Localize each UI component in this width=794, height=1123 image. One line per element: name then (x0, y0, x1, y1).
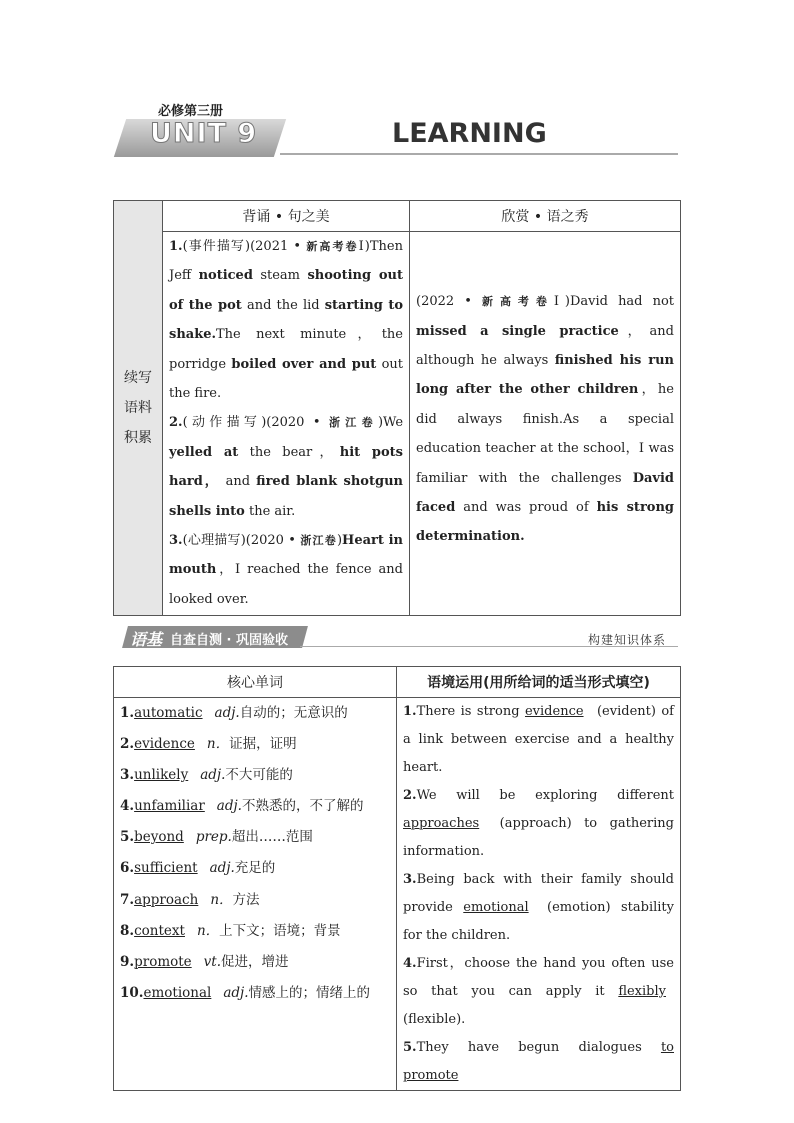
passage-source-end: Ⅰ) (553, 294, 570, 310)
passage-segment: finished his run long after the other children (416, 352, 674, 398)
word-number: 1. (120, 705, 135, 721)
banner-right-label: 构建知识体系 (588, 633, 667, 647)
sentence-number: 2. (403, 788, 417, 803)
word-number: 8. (120, 922, 135, 939)
item-number: 3. (169, 533, 183, 549)
word-entry (120, 947, 390, 978)
passage-segment: his strong determination. (416, 500, 675, 545)
item-text-segment: Heart in mouth (169, 533, 403, 578)
sentence-before: There is strong (416, 704, 525, 719)
word-answer: promote (134, 953, 192, 970)
word-meaning: 情感上的；情绪上的 (248, 984, 371, 1001)
word-pos: n． (206, 736, 230, 753)
word-entry (120, 916, 390, 947)
item-source-end: ) (336, 533, 343, 549)
word-answer: emotional (143, 984, 212, 1001)
header-divider (280, 153, 678, 155)
appreciate-header: 欣赏 • 语之秀 (410, 201, 681, 232)
writing-item (169, 232, 403, 408)
context-header: 语境运用(用所给词的适当形式填空) (397, 667, 681, 698)
word-pos: adj. (216, 798, 242, 815)
item-source: 新高考卷 (306, 240, 359, 253)
context-sentence (403, 950, 674, 1034)
side-label (114, 201, 163, 616)
sentence-after: (flexible). (403, 1012, 466, 1027)
item-text-segment: the bear， (238, 444, 340, 460)
sentence-number: 3. (403, 872, 417, 887)
item-text-segment: shooting out of the pot (169, 268, 403, 313)
word-meaning: 证据，证明 (229, 736, 297, 753)
word-answer: context (134, 922, 185, 939)
word-entry (120, 698, 390, 729)
sentence-list (403, 698, 674, 1090)
item-text-segment: out the fire. (169, 356, 403, 402)
item-year: (2020 • (266, 415, 329, 431)
sentence-after: (approach) to gathering information. (403, 816, 674, 859)
item-source: 浙江卷 (300, 534, 337, 548)
word-answer: unlikely (134, 767, 189, 784)
item-category: (心理描写) (182, 533, 246, 549)
item-text-segment: The next minute，the porridge (169, 327, 403, 372)
item-text-segment: and the lid (241, 297, 325, 313)
sentence-answer: evidence (524, 704, 584, 719)
item-text-segment: and (219, 474, 257, 490)
sentence-answer: flexibly (618, 984, 666, 999)
word-number: 3. (120, 767, 135, 784)
word-answer: beyond (134, 829, 184, 846)
item-number: 1. (169, 239, 183, 254)
word-answer: evidence (134, 736, 195, 753)
banner-tag: 语基 (130, 630, 163, 649)
writing-item (169, 408, 403, 526)
item-year: (2020 • (245, 533, 301, 549)
word-pos: adj. (209, 860, 235, 877)
word-number: 5. (120, 829, 135, 846)
sentence-before: Being back with their family should provide (403, 872, 674, 915)
item-text-segment: yelled at (169, 444, 239, 460)
word-number: 4. (120, 798, 135, 815)
word-number: 6. (120, 860, 135, 877)
vocab-table (113, 666, 681, 1091)
item-text-segment: ，I reached the fence and looked over. (169, 562, 403, 607)
recite-header: 背诵 • 句之美 (163, 201, 410, 232)
item-text-segment: the air. (244, 503, 296, 519)
item-year: (2021 • (250, 239, 307, 254)
recite-items (169, 232, 403, 614)
words-cell (114, 698, 397, 1091)
sentence-number: 4. (403, 956, 417, 971)
passage-segment: ，and although he always (416, 323, 675, 368)
word-meaning: 方法 (232, 891, 260, 908)
word-entry (120, 853, 390, 884)
appreciate-passage (416, 287, 674, 552)
side-label-line: 积累 (124, 430, 152, 446)
word-meaning: 不大可能的 (225, 767, 293, 784)
passage-segment: David faced (416, 470, 674, 516)
unit-title: LEARNING (392, 118, 547, 149)
item-text-segment: hit pots hard， (169, 444, 403, 490)
passage-segment: missed a single practice (416, 323, 619, 339)
sentence-after: (evident) of a link between exercise and a healthy heart. (403, 704, 674, 775)
word-entry (120, 822, 390, 853)
writing-item (169, 526, 403, 614)
sentence-number: 1. (403, 704, 417, 719)
passage-segment: David had not (569, 294, 675, 310)
word-pos: n． (196, 922, 220, 939)
book-label: 必修第三册 (158, 104, 224, 119)
word-number: 2. (120, 736, 135, 753)
recite-cell (163, 232, 410, 616)
item-source: 浙江卷 (329, 416, 378, 430)
unit-number: UNIT 9 (150, 118, 258, 149)
word-pos: vt. (203, 953, 222, 970)
item-source-end: Ⅰ) (358, 239, 370, 254)
context-sentence (403, 782, 674, 866)
word-pos: n． (210, 891, 233, 908)
sentence-number: 5. (403, 1040, 417, 1055)
banner-title: 自查自测 · 巩固验收 (170, 633, 288, 648)
side-label-line: 语料 (124, 400, 152, 416)
item-text-segment: starting to shake. (169, 297, 403, 343)
context-sentence (403, 1034, 674, 1090)
word-meaning: 超出……范围 (231, 829, 313, 846)
item-number: 2. (169, 415, 183, 431)
word-entry (120, 729, 390, 760)
sentence-answer: approaches (403, 816, 480, 831)
item-category: (动作描写) (182, 415, 267, 431)
word-answer: unfamiliar (134, 798, 205, 815)
item-text-segment: boiled over and put (231, 356, 377, 372)
word-entry (120, 791, 390, 822)
passage-segment: and was proud of (455, 500, 597, 516)
word-entry (120, 978, 390, 1009)
context-sentence (403, 866, 674, 950)
word-list (120, 698, 390, 1009)
word-meaning: 充足的 (234, 860, 276, 877)
sentence-before: We will be exploring different (416, 788, 674, 803)
passage-source: 新高考卷 (482, 295, 554, 309)
word-meaning: 促进，增进 (221, 953, 289, 970)
word-pos: adj. (200, 767, 226, 784)
item-source-end: ) (377, 415, 384, 431)
word-answer: automatic (134, 705, 203, 721)
sentences-cell (397, 698, 681, 1091)
sentence-before: They have begun dialogues (416, 1040, 661, 1055)
item-text-segment: fired blank shotgun shells into (169, 474, 403, 519)
sentence-answer: emotional (463, 900, 529, 915)
word-pos: adj. (214, 705, 240, 721)
writing-corpus-table (113, 200, 681, 616)
passage-segment: ，he did always finish.As a special education teacher at the school，I was familiar with the challenges (416, 382, 674, 486)
core-words-header: 核心单词 (114, 667, 397, 698)
word-meaning: 不熟悉的，不了解的 (241, 798, 364, 815)
side-label-line: 续写 (124, 370, 152, 386)
appreciate-cell (410, 232, 681, 616)
item-text-segment: Then Jeff (169, 239, 403, 284)
sentence-answer: to promote (403, 1040, 674, 1083)
word-answer: sufficient (134, 860, 198, 877)
word-answer: approach (134, 891, 199, 908)
item-category: (事件描写) (182, 239, 251, 254)
word-meaning: 上下文；语境；背景 (219, 922, 341, 939)
word-meaning: 自动的；无意识的 (239, 705, 348, 721)
item-text-segment: noticed (198, 268, 253, 284)
word-number: 7. (120, 891, 135, 908)
passage-year: (2022 • (416, 294, 482, 310)
item-text-segment: steam (252, 268, 308, 284)
word-number: 10. (120, 984, 144, 1001)
word-entry (120, 760, 390, 791)
word-pos: prep. (195, 829, 232, 846)
context-sentence (403, 698, 674, 782)
item-text-segment: We (383, 415, 404, 431)
sentence-after: (emotion) stability for the children. (403, 900, 674, 943)
sentence-before: First，choose the hand you often use so that you can apply it (403, 956, 674, 999)
word-pos: adj. (223, 984, 249, 1001)
word-entry (120, 885, 390, 916)
word-number: 9. (120, 953, 135, 970)
